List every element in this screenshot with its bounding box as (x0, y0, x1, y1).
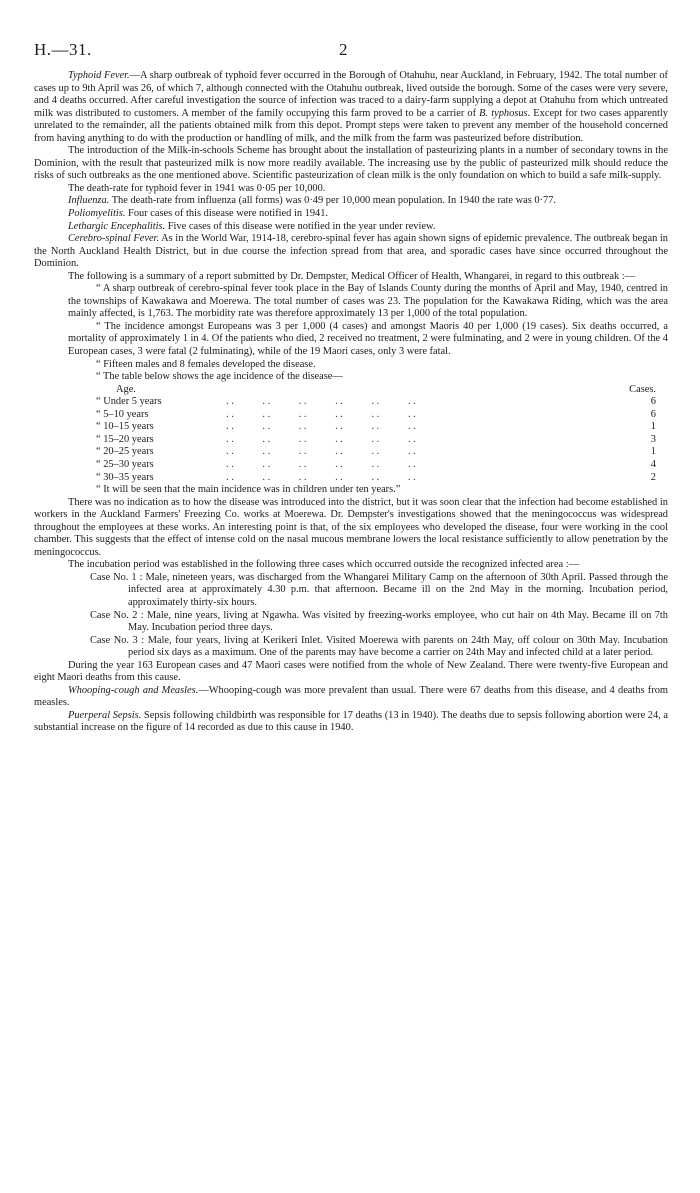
report-body (34, 70, 668, 735)
table-row (96, 434, 656, 447)
cases-cell: 1 (650, 446, 656, 458)
influenza-heading: Influenza. (68, 195, 110, 207)
cases-cell: 2 (650, 471, 656, 483)
csf-quote-2: “ The incidence amongst Europeans was 3 per 1,000 (4 cases) and amongst Maoris 40 per 1,000 (19 cases). Six deaths occurred, a mortality of approximately 1 in 4. Of the patients who died, 2 received no treatment, 2 were fulminating, and 2 were in young children. Of the 4 European cases, 3 were fatal (2 fulminating), while of the 19 Maori cases, only 3 were fatal. (68, 320, 668, 358)
dot-leader: . . . . . . . . . . . . (226, 471, 416, 483)
incubation-paragraph: The incubation period was established in the following three cases which occurred outside the recognized infected area :— (68, 559, 579, 571)
typhoid-text-2: . Except for two cases apparently unrelated to the remainder, all the patients obtained milk from this depot. Prompt steps were taken to prevent any member of the household concerned from having anything to do with the production or handling of milk, and the milk from the farm was pasteurized before distribution. (34, 107, 668, 144)
typhoid-organism: B. typhosus (479, 107, 528, 119)
dot-leader: . . . . . . . . . . . . (226, 433, 416, 445)
whooping-heading: Whooping-cough and Measles. (68, 684, 199, 696)
whooping-text: —Whooping-cough was more prevalent than usual. There were 67 deaths from this disease, and 4 deaths from measles. (34, 684, 668, 709)
age-column-header: Age. (116, 383, 136, 395)
dot-leader: . . . . . . . . . . . . (226, 408, 416, 420)
case-3: Case No. 3 : Male, four years, living at Kerikeri Inlet. Visited Moerewa with parents on 24th May, off colour on 30th May. Incubation period six days as a maximum. One of the parents may have become a carrier on 24th May and infected child at a later period. (90, 634, 668, 659)
typhoid-heading: Typhoid Fever. (68, 70, 130, 81)
csf-heading: Cerebro-spinal Fever. (68, 233, 160, 245)
polio-paragraph (34, 208, 668, 221)
age-cell: “ 25–30 years (96, 458, 154, 470)
polio-text: Four cases of this disease were notified in 1941. (125, 208, 329, 220)
cases-cell: 4 (650, 458, 656, 470)
table-row (96, 409, 656, 422)
puerperal-paragraph (34, 710, 668, 735)
csf-quote-3: “ Fifteen males and 8 females developed the disease. (96, 358, 316, 370)
influenza-text: The death-rate from influenza (all forms) was 0·49 per 10,000 mean population. In 1940 the rate was 0·77. (109, 195, 557, 207)
dot-leader: . . . . . . . . . . . . (226, 458, 416, 470)
whooping-paragraph (34, 685, 668, 710)
puerperal-text: Sepsis following childbirth was responsible for 17 deaths (13 in 1940). The deaths due to sepsis following abortion were 24, a substantial increase on the figure of 14 recorded as due to this cause in 1940. (34, 709, 669, 734)
age-cell: “ 5–10 years (96, 408, 149, 420)
page-number: 2 (339, 40, 348, 59)
table-row (96, 459, 656, 472)
csf-summary: The following is a summary of a report submitted by Dr. Dempster, Medical Officer of Health, Whangarei, in regard to this outbreak :— (68, 270, 636, 282)
case-2: Case No. 2 : Male, nine years, living at Ngawha. Was visited by freezing-works employee, who cut hair on 4th May. Became ill on 7th May. Incubation period three days. (90, 609, 668, 634)
table-row (96, 421, 656, 434)
age-cell: “ Under 5 years (96, 396, 162, 408)
csf-quote-4: “ The table below shows the age incidence of the disease— (96, 371, 343, 383)
lethargic-heading: Lethargic Encephalitis. (68, 220, 166, 232)
table-row (96, 472, 656, 485)
lethargic-text: Five cases of this disease were notified in the year under review. (165, 220, 436, 232)
table-row (96, 446, 656, 459)
age-cell: “ 20–25 years (96, 446, 154, 458)
puerperal-heading: Puerperal Sepsis. (68, 709, 142, 721)
age-cell: “ 30–35 years (96, 471, 154, 483)
typhoid-text: —A sharp outbreak of typhoid fever occurred in the Borough of Otahuhu, near Auckland, in February, 1942. The total number of cases up to 9th April was 26, of which 7, although connected with the Otahuhu outbreak, lived outside the borough. Some of the cases were very severe, and 4 deaths occurred. After careful investigation the source of infection was traced to a dairy-farm supplying a depot at Otahuhu from which untreated milk was distributed to customers. A member of the family occupying this farm proved to be a carrier of (34, 70, 668, 119)
age-incidence-table (96, 384, 656, 484)
dot-leader: . . . . . . . . . . . . (226, 446, 416, 458)
no-indication-paragraph: There was no indication as to how the disease was introduced into the district, but it was soon clear that the infection had become established in workers in the Auckland Farmers' Freezing Co. works at Moerewa. Dr. Dempster's investigations showed that the meningococcus was widespread throughout the employees at these works. An interesting point is that, of the six employees who developed the disease, four were working in the cool chamber. This suggests that the effect of intense cold on the nasal mucous membrane lowers the local resistance sufficiently to allow penetration by the meningococcus. (34, 496, 668, 558)
dot-leader: . . . . . . . . . . . . (226, 396, 416, 408)
age-table-header (96, 384, 656, 397)
typhoid-paragraph (34, 70, 668, 145)
page-header (34, 40, 668, 66)
csf-text: As in the World War, 1914-18, cerebro-spinal fever has again shown signs of epidemic prevalence. The outbreak began in the North Auckland Health District, but in due course the infection spread from that area, and sporadic cases have since occurred throughout the Dominion. (34, 233, 668, 270)
during-year-paragraph: During the year 163 European cases and 47 Maori cases were notified from the whole of New Zealand. There were twenty-five European and eight Maori deaths from this cause. (34, 659, 668, 684)
csf-quote-1: “ A sharp outbreak of cerebro-spinal fever took place in the Bay of Islands County during the months of April and May, 1940, centred in the townships of Kawakawa and Moerewa. The total number of cases was 23. The population for the Kawakawa Riding, which was the area mainly affected, is 1,763. The morbidity rate was therefore approximately 13 per 1,000 of the total population. (68, 283, 668, 320)
cases-cell: 1 (650, 421, 656, 433)
cases-column-header: Cases. (629, 383, 656, 395)
age-cell: “ 15–20 years (96, 433, 154, 445)
report-reference: H.—31. (34, 40, 92, 59)
dot-leader: . . . . . . . . . . . . (226, 421, 416, 433)
cases-cell: 6 (650, 408, 656, 420)
age-cell: “ 10–15 years (96, 421, 154, 433)
case-1: Case No. 1 : Male, nineteen years, was discharged from the Whangarei Military Camp on the afternoon of 30th April. Passed through the infected area at approximately 4.30 p.m. that afternoon. Became ill on the 2nd May in the morning. Incubation period, approximately thirty-six hours. (90, 571, 668, 608)
cases-cell: 6 (650, 396, 656, 408)
csf-quote-5: “ It will be seen that the main incidence was in children under ten years.” (96, 484, 401, 496)
cases-cell: 3 (650, 433, 656, 445)
lethargic-paragraph (34, 221, 668, 234)
polio-heading: Poliomyelitis. (68, 208, 126, 220)
table-row (96, 396, 656, 409)
milk-scheme-paragraph: The introduction of the Milk-in-schools Scheme has brought about the installation of pasteurizing plants in a number of secondary towns in the Dominion, with the result that pasteurized milk is now more readily available. The increasing use by the public of pasteurized milk should reduce the risks of such outbreaks as the one mentioned above. Scientific pasteurization of clean milk is the only foundation on which to build a safe milk-supply. (34, 145, 668, 182)
csf-paragraph (34, 233, 668, 271)
influenza-paragraph (34, 195, 668, 208)
death-rate-paragraph: The death-rate for typhoid fever in 1941 was 0·05 per 10,000. (68, 182, 326, 194)
